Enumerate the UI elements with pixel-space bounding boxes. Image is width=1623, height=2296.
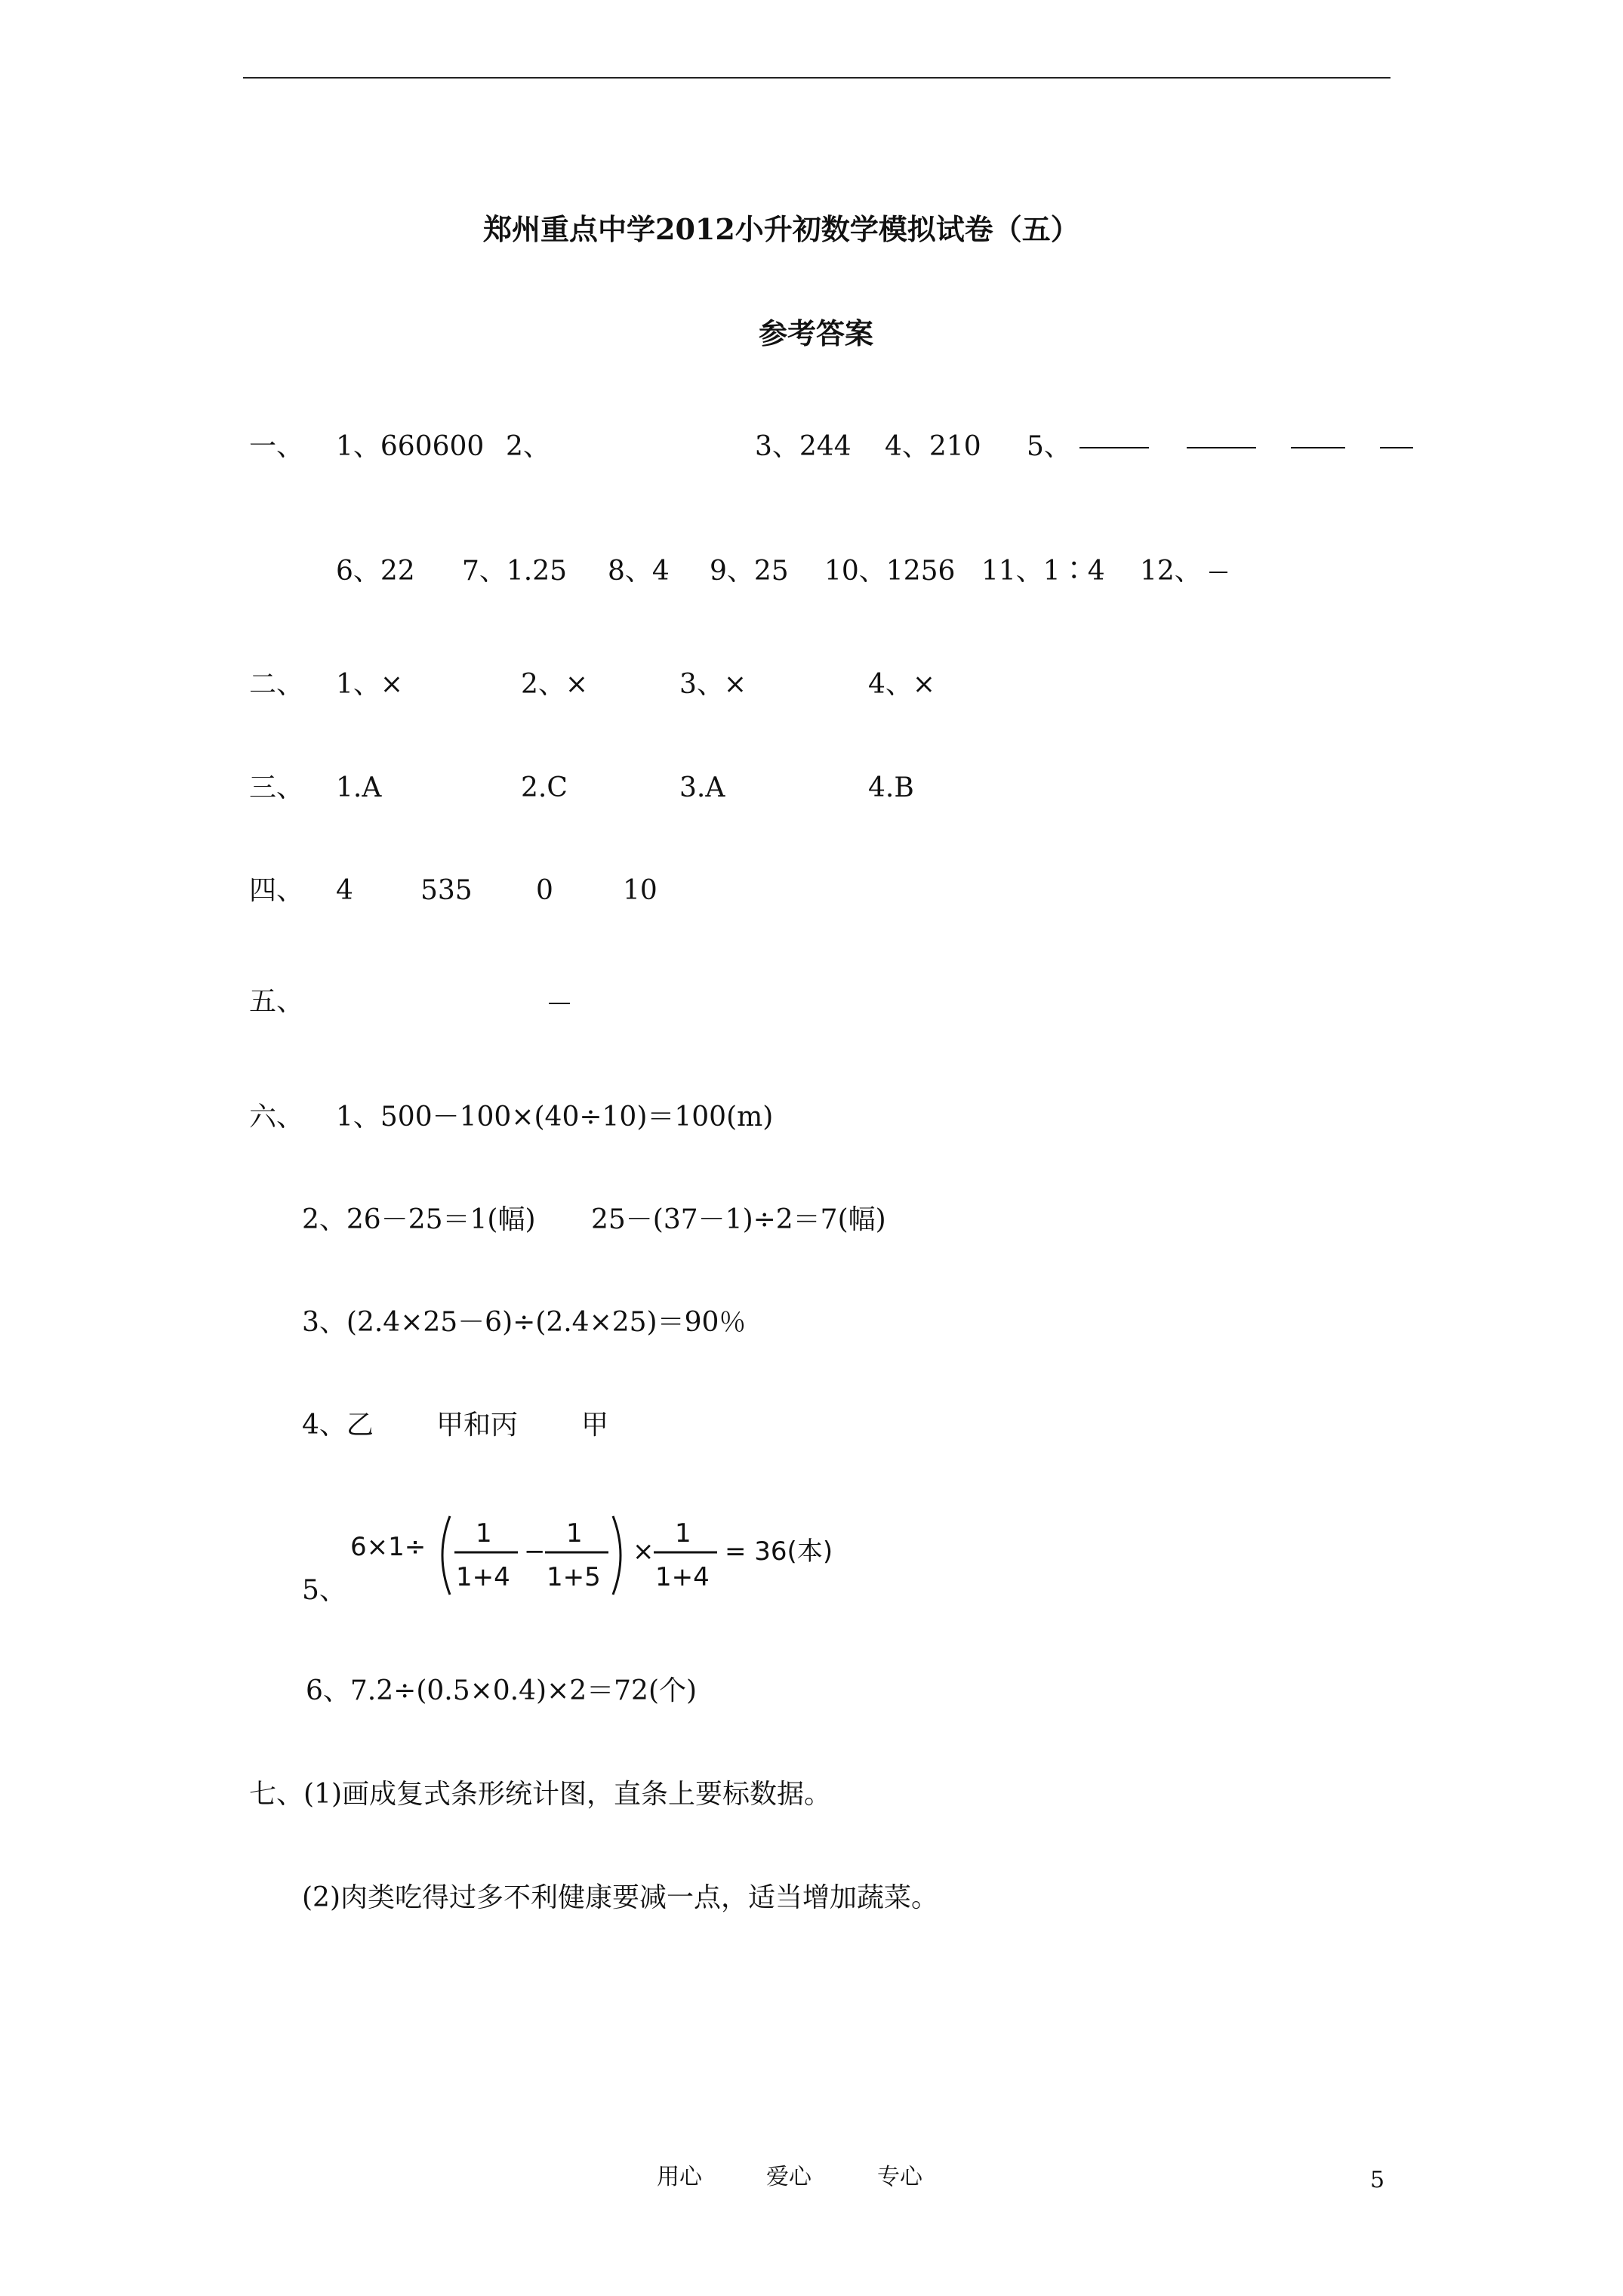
section-3-answer-2: 2.C (521, 772, 568, 803)
section-4-answer-1: 4 (336, 875, 353, 906)
formula-5 (347, 1510, 861, 1601)
section-2-answer-3: 3、× (679, 669, 747, 700)
fraction-line (549, 1003, 570, 1004)
section-6-answer-1: 1、500－100×(40÷10)＝100(m) (336, 1102, 774, 1133)
section-1-answer-4: 4、210 (885, 431, 981, 462)
formula-den-1: 1+4 (456, 1562, 510, 1592)
section-1-answer-3: 3、244 (755, 431, 852, 462)
section-1-answer-12: 12、 (1140, 556, 1202, 587)
fraction-line (1209, 572, 1227, 573)
formula-minus: − (524, 1536, 546, 1567)
fraction-line (1187, 447, 1256, 448)
section-1-label: 一、 (249, 431, 304, 462)
header-rule (243, 77, 1390, 79)
section-4-answer-4: 10 (623, 875, 658, 906)
section-1-answer-10: 10、1256 (824, 556, 956, 587)
section-6-answer-2b: 25－(37－1)÷2＝7(幅) (591, 1204, 886, 1235)
section-1-answer-1: 1、660600 (336, 431, 485, 462)
page-number: 5 (1370, 2167, 1385, 2193)
formula-num-1: 1 (476, 1518, 492, 1549)
section-3-label: 三、 (249, 772, 304, 803)
section-1-answer-6: 6、22 (336, 556, 415, 587)
section-2-answer-4: 4、× (868, 669, 936, 700)
footer-motto-1: 用心 (657, 2164, 702, 2190)
section-6-answer-4b: 甲和丙 (436, 1410, 519, 1441)
footer-motto-3: 专心 (877, 2164, 922, 2190)
section-1-answer-5: 5、 (1027, 431, 1071, 462)
formula-num-3: 1 (675, 1518, 691, 1549)
document-title: 郑州重点中学2012小升初数学模拟试卷（五） (483, 212, 1079, 246)
formula-result: = 36(本) (725, 1536, 833, 1567)
section-7-answer-1: 七、(1)画成复式条形统计图，直条上要标数据。 (249, 1779, 831, 1810)
section-2-answer-2: 2、× (521, 669, 589, 700)
document-subtitle: 参考答案 (759, 316, 874, 350)
formula-den-3: 1+4 (655, 1562, 710, 1592)
section-3-answer-4: 4.B (868, 772, 914, 803)
section-3-answer-3: 3.A (679, 772, 725, 803)
section-6-answer-5-label: 5、 (302, 1575, 346, 1606)
section-1-answer-7: 7、1.25 (462, 556, 568, 587)
section-6-answer-3: 3、(2.4×25－6)÷(2.4×25)＝90％ (302, 1307, 747, 1338)
footer-motto-2: 爱心 (766, 2164, 812, 2190)
section-3-answer-1: 1.A (336, 772, 382, 803)
fraction-line (1291, 447, 1345, 448)
fraction-line (1380, 447, 1413, 448)
section-1-answer-2: 2、 (506, 431, 550, 462)
section-1-answer-8: 8、4 (608, 556, 670, 587)
formula-den-2: 1+5 (547, 1562, 601, 1592)
section-4-answer-3: 0 (536, 875, 553, 906)
section-1-answer-11: 11、1∶4 (981, 556, 1105, 587)
formula-lead: 6×1÷ (350, 1532, 427, 1562)
formula-num-2: 1 (566, 1518, 583, 1549)
section-4-answer-2: 535 (420, 875, 473, 906)
section-1-answer-9: 9、25 (710, 556, 789, 587)
formula-times: × (633, 1536, 654, 1567)
section-6-answer-6: 6、7.2÷(0.5×0.4)×2＝72(个) (306, 1675, 698, 1706)
section-5-label: 五、 (249, 986, 304, 1017)
section-7-answer-2: (2)肉类吃得过多不利健康要减一点，适当增加蔬菜。 (302, 1882, 938, 1913)
section-6-answer-4a: 4、乙 (302, 1410, 374, 1441)
section-6-label: 六、 (249, 1102, 304, 1133)
section-6-answer-4c: 甲 (581, 1410, 609, 1441)
section-2-answer-1: 1、× (336, 669, 404, 700)
section-4-label: 四、 (249, 875, 304, 906)
section-2-label: 二、 (249, 669, 304, 700)
fraction-line (1079, 447, 1149, 448)
section-6-answer-2a: 2、26－25＝1(幅) (302, 1204, 536, 1235)
